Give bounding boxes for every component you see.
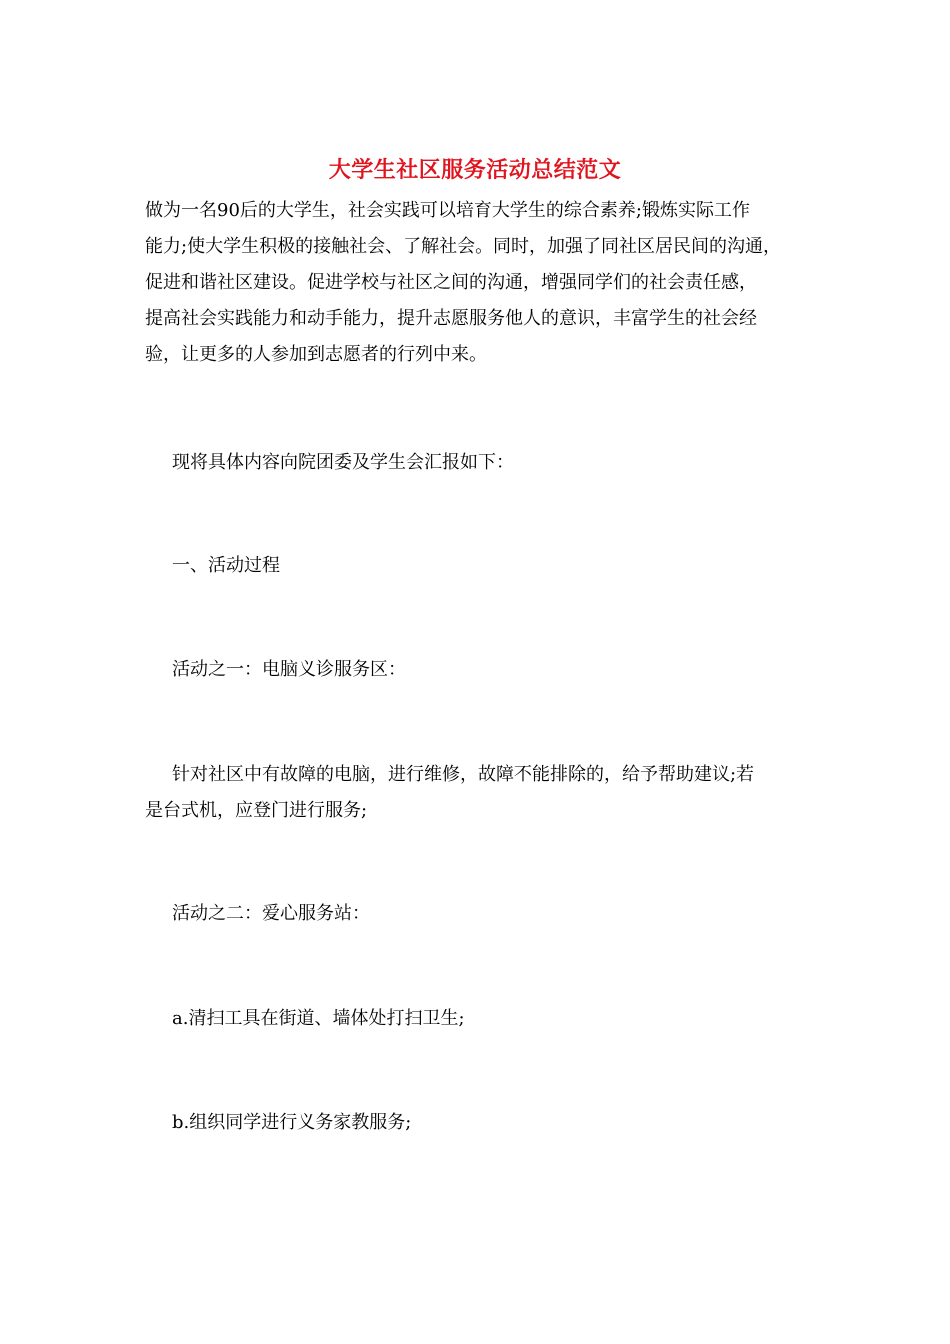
intro-line-3: 促进和谐社区建设。促进学校与社区之间的沟通，增强同学们的社会责任感， bbox=[145, 272, 757, 293]
report-intro: 现将具体内容向院团委及学生会汇报如下： bbox=[172, 452, 514, 473]
activity-one-heading: 活动之一：电脑义诊服务区： bbox=[172, 659, 406, 680]
intro-line-4: 提高社会实践能力和动手能力，提升志愿服务他人的意识，丰富学生的社会经 bbox=[145, 308, 757, 329]
intro-line-1: 做为一名90后的大学生，社会实践可以培育大学生的综合素养;锻炼实际工作 bbox=[145, 200, 750, 221]
document-title: 大学生社区服务活动总结范文 bbox=[328, 157, 622, 183]
activity-one-line-1: 针对社区中有故障的电脑，进行维修，故障不能排除的，给予帮助建议;若 bbox=[172, 764, 755, 785]
intro-line-5: 验，让更多的人参加到志愿者的行列中来。 bbox=[145, 344, 487, 365]
intro-line-2: 能力;使大学生积极的接触社会、了解社会。同时，加强了同社区居民间的沟通， bbox=[145, 236, 782, 257]
activity-two-item-a: a.清扫工具在街道、墙体处打扫卫生; bbox=[172, 1008, 465, 1029]
activity-two-item-b: b.组织同学进行义务家教服务; bbox=[172, 1112, 412, 1133]
activity-one-line-2: 是台式机，应登门进行服务; bbox=[145, 800, 368, 821]
activity-two-heading: 活动之二：爱心服务站： bbox=[172, 903, 370, 924]
section-heading: 一、活动过程 bbox=[172, 555, 280, 576]
